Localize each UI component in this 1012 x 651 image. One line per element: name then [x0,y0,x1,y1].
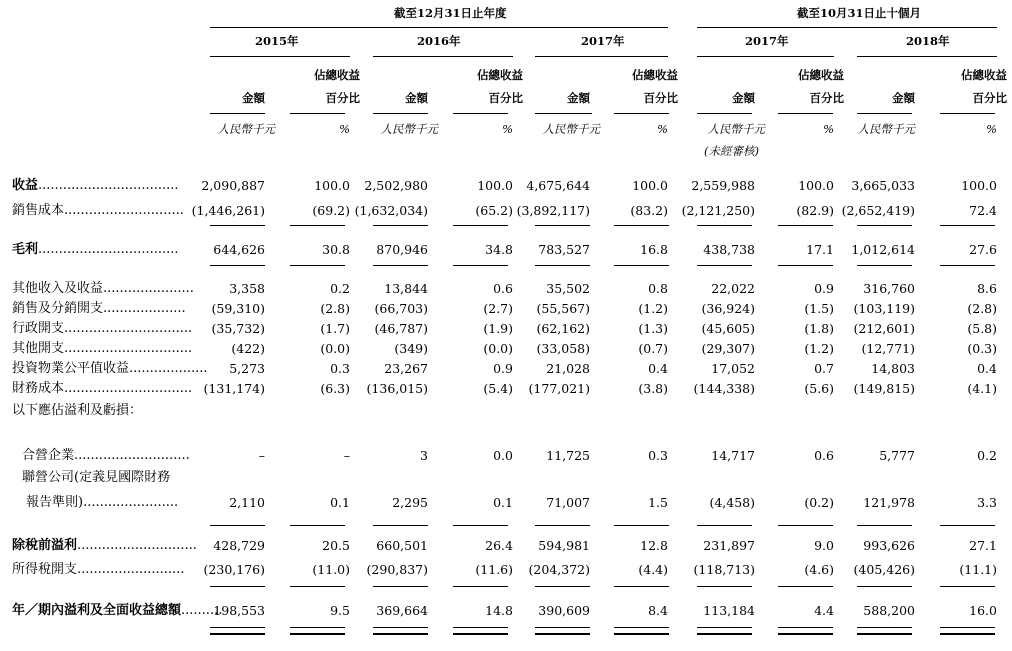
cell-amount: 35,502 [546,281,590,296]
cell-amount: (3,892,117) [516,203,590,218]
total-rule-double [614,633,669,635]
cell-pct: (1.5) [804,301,834,316]
cell-amount: 5,273 [229,361,265,376]
col-rule-amount [697,113,752,114]
subtotal-rule [857,225,912,226]
cell-amount: (2,652,419) [841,203,915,218]
cell-pct: 34.8 [485,242,513,257]
unit-pct: % [339,122,350,136]
row-label [12,404,142,417]
cell-amount: (62,162) [536,321,590,336]
year-header-2017-ten-months: 2017年 [745,34,789,48]
cell-amount: (59,310) [211,301,265,316]
total-rule-top [210,627,265,628]
subtotal-rule [697,225,752,226]
cell-amount: (36,924) [701,301,755,316]
cell-amount: (131,174) [203,381,265,396]
row-label [12,322,192,335]
subtotal-rule [210,525,265,526]
cell-pct: (2.8) [320,301,350,316]
cell-amount: 71,007 [546,495,590,510]
cell-amount: 783,527 [538,242,590,257]
subtotal-rule [697,525,752,526]
subtotal-rule [778,586,833,587]
row-label [12,604,222,617]
cell-amount: 2,295 [392,495,428,510]
col-rule-pct [290,113,345,114]
col-rule-pct [614,113,669,114]
subtotal-rule [940,586,995,587]
cell-amount: (212,601) [853,321,915,336]
col-header-pct-line2: 百分比 [325,91,360,105]
cell-amount: (35,732) [211,321,265,336]
row-label [22,471,170,484]
cell-amount: (103,119) [853,301,915,316]
row-label [12,539,197,552]
total-rule-double [290,633,345,635]
cell-pct: (5.8) [967,321,997,336]
cell-pct: (1.2) [638,301,668,316]
group-header-fiscal-year: 截至12月31日止年度 [394,6,507,20]
year-rule-2015 [210,56,350,57]
cell-pct: (82.9) [796,203,834,218]
cell-amount: 13,844 [384,281,428,296]
cell-pct: (2.8) [967,301,997,316]
subtotal-rule [453,525,508,526]
total-rule-double [697,633,752,635]
subtotal-rule [940,225,995,226]
unit-pct: % [823,122,834,136]
cell-pct: 30.8 [322,242,350,257]
col-header-amount: 金額 [732,91,755,105]
subtotal-rule [614,586,669,587]
total-rule-double [778,633,833,635]
subtotal-rule [290,586,345,587]
row-label-leader: ............................. [77,538,197,553]
cell-amount: – [258,448,265,463]
cell-amount: (422) [231,341,265,356]
cell-pct: (1.7) [320,321,350,336]
year-rule-2016 [373,56,513,57]
cell-pct: 100.0 [798,178,834,193]
cell-pct: 0.7 [814,361,834,376]
cell-amount: (144,338) [693,381,755,396]
unit-rmb: 人民幣千元 [217,122,275,136]
col-header-amount: 金額 [405,91,428,105]
row-label [12,179,179,192]
cell-pct: (6.3) [320,381,350,396]
cell-amount: 3 [420,448,428,463]
cell-pct: (4.4) [638,562,668,577]
cell-pct: 0.1 [330,495,350,510]
year-header-2016: 2016年 [417,34,461,48]
cell-amount: 14,803 [871,361,915,376]
cell-amount: 198,553 [213,603,265,618]
cell-pct: (4.6) [804,562,834,577]
cell-amount: (230,176) [203,562,265,577]
cell-pct: 0.1 [493,495,513,510]
unit-rmb: 人民幣千元 [380,122,438,136]
cell-amount: 594,981 [538,538,590,553]
col-rule-pct [940,113,995,114]
cell-amount: 2,110 [229,495,265,510]
col-header-pct-line1: 佔總收益 [961,68,1007,82]
cell-amount: (55,567) [536,301,590,316]
year-rule-2017-ten-months [697,56,834,57]
col-header-pct-line2: 百分比 [972,91,1007,105]
cell-pct: 0.8 [648,281,668,296]
cell-amount: 316,760 [863,281,915,296]
cell-pct: 100.0 [961,178,997,193]
cell-amount: 993,626 [863,538,915,553]
col-header-pct-line2: 百分比 [809,91,844,105]
cell-amount: 14,717 [711,448,755,463]
col-header-pct-line1: 佔總收益 [477,68,523,82]
cell-pct: 9.5 [330,603,350,618]
col-rule-pct [778,113,833,114]
cell-pct: 100.0 [314,178,350,193]
subtotal-rule [614,525,669,526]
total-rule-double [535,633,590,635]
cell-pct: 0.4 [648,361,668,376]
row-label-leader: ............................... [64,321,193,336]
group-rule-fiscal-year [210,27,668,28]
cell-amount: 23,267 [384,361,428,376]
cell-pct: 100.0 [632,178,668,193]
cell-amount: 11,725 [546,448,590,463]
row-label-text: 投資物業公平值收益 [12,361,130,376]
cell-amount: (1,446,261) [191,203,265,218]
cell-pct: (0.7) [638,341,668,356]
cell-pct: 0.9 [814,281,834,296]
cell-amount: (46,787) [374,321,428,336]
cell-pct: 16.0 [969,603,997,618]
cell-pct: 27.1 [969,538,997,553]
cell-pct: (0.0) [320,341,350,356]
cell-amount: 1,012,614 [851,242,915,257]
row-label-text: 行政開支 [12,321,65,336]
cell-pct: 16.8 [640,242,668,257]
row-label-text: 合營企業 [22,448,75,463]
cell-pct: (1.9) [483,321,513,336]
year-header-2018-ten-months: 2018年 [906,34,950,48]
cell-pct: 20.5 [322,538,350,553]
row-label-text: 毛利 [12,242,39,257]
cell-amount: 231,897 [703,538,755,553]
subtotal-rule [857,586,912,587]
total-rule-double [453,633,508,635]
row-label [12,302,186,315]
subtotal-rule [290,265,345,266]
row-label-leader: ............................ [74,448,190,463]
col-header-pct-line2: 百分比 [643,91,678,105]
cell-pct: 100.0 [477,178,513,193]
row-label [12,342,192,355]
row-label-text: 除稅前溢利 [12,538,78,553]
subtotal-rule [210,265,265,266]
subtotal-rule [614,225,669,226]
row-label-text: 報告準則) [26,495,84,510]
cell-pct: 26.4 [485,538,513,553]
cell-pct: 8.4 [648,603,668,618]
row-label-leader: ............................... [64,381,193,396]
row-label-text: 聯營公司(定義見國際財務 [22,470,171,485]
col-header-amount: 金額 [242,91,265,105]
year-rule-2018-ten-months [857,56,997,57]
col-header-amount: 金額 [892,91,915,105]
subtotal-rule [373,525,428,526]
cell-amount: (405,426) [853,562,915,577]
cell-pct: (2.7) [483,301,513,316]
row-label-leader: ............................. [64,203,184,218]
row-label-leader: .................................. [38,178,179,193]
subtotal-rule [453,225,508,226]
cell-pct: 27.6 [969,242,997,257]
row-label-text: 其他收入及收益 [12,281,104,296]
cell-amount: (149,815) [853,381,915,396]
unit-unaudited: (未經審核) [704,144,759,158]
cell-pct: (5.6) [804,381,834,396]
year-header-2015: 2015年 [255,34,299,48]
total-rule-top [940,627,995,628]
cell-pct: (0.2) [804,495,834,510]
unit-pct: % [502,122,513,136]
row-label-text: 收益 [12,178,39,193]
subtotal-rule [535,225,590,226]
cell-pct: 0.9 [493,361,513,376]
cell-pct: 0.0 [493,448,513,463]
col-header-amount: 金額 [567,91,590,105]
subtotal-rule [453,265,508,266]
subtotal-rule [857,525,912,526]
cell-amount: 660,501 [376,538,428,553]
row-label-leader: ............................... [64,341,193,356]
cell-pct: 12.8 [640,538,668,553]
subtotal-rule [535,265,590,266]
col-header-pct-line1: 佔總收益 [632,68,678,82]
row-label-leader: .......... [181,603,223,618]
cell-pct: (83.2) [630,203,668,218]
subtotal-rule [453,586,508,587]
col-header-pct-line1: 佔總收益 [798,68,844,82]
cell-amount: (4,458) [709,495,755,510]
cell-amount: (29,307) [701,341,755,356]
total-rule-top [697,627,752,628]
cell-pct: 0.4 [977,361,997,376]
cell-amount: 588,200 [863,603,915,618]
cell-pct: (69.2) [312,203,350,218]
subtotal-rule [373,225,428,226]
cell-pct: (0.0) [483,341,513,356]
col-rule-amount [210,113,265,114]
row-label-leader: .................... [103,301,186,316]
cell-pct: 0.6 [493,281,513,296]
cell-amount: 369,664 [376,603,428,618]
cell-amount: (204,372) [528,562,590,577]
row-label-text: 以下應佔溢利及虧損： [12,403,143,418]
cell-amount: 644,626 [213,242,265,257]
col-rule-amount [373,113,428,114]
cell-amount: (45,605) [701,321,755,336]
cell-amount: 121,978 [863,495,915,510]
total-rule-double [210,633,265,635]
unit-rmb: 人民幣千元 [542,122,600,136]
row-label-text: 銷售及分銷開支 [12,301,104,316]
cell-pct: 4.4 [814,603,834,618]
cell-pct: 0.2 [330,281,350,296]
row-label-text: 其他開支 [12,341,65,356]
total-rule-top [535,627,590,628]
cell-pct: (0.3) [967,341,997,356]
cell-pct: 0.3 [648,448,668,463]
group-rule-ten-months [697,27,997,28]
cell-amount: (1,632,034) [354,203,428,218]
subtotal-rule [373,265,428,266]
row-label-text: 銷售成本 [12,203,65,218]
row-label-leader: ...................... [103,281,194,296]
subtotal-rule [290,225,345,226]
cell-pct: (1.8) [804,321,834,336]
row-label [12,204,184,217]
cell-amount: 21,028 [546,361,590,376]
cell-amount: 4,675,644 [526,178,590,193]
cell-pct: 0.6 [814,448,834,463]
cell-amount: 5,777 [879,448,915,463]
cell-pct: (3.8) [638,381,668,396]
unit-pct: % [657,122,668,136]
cell-amount: (177,021) [528,381,590,396]
cell-pct: 72.4 [969,203,997,218]
col-rule-amount [857,113,912,114]
cell-pct: 0.2 [977,448,997,463]
subtotal-rule [210,586,265,587]
cell-amount: 2,559,988 [691,178,755,193]
total-rule-top [453,627,508,628]
cell-amount: (66,703) [374,301,428,316]
total-rule-top [778,627,833,628]
col-rule-pct [453,113,508,114]
subtotal-rule [210,225,265,226]
row-label-leader: .................................. [38,242,179,257]
row-label-text: 財務成本 [12,381,65,396]
cell-pct: (1.2) [804,341,834,356]
unit-rmb: 人民幣千元 [857,122,915,136]
cell-pct: (1.3) [638,321,668,336]
subtotal-rule [697,586,752,587]
cell-amount: 2,090,887 [201,178,265,193]
cell-pct: (5.4) [483,381,513,396]
cell-amount: 438,738 [703,242,755,257]
col-header-pct-line2: 百分比 [488,91,523,105]
cell-amount: 428,729 [213,538,265,553]
total-rule-top [290,627,345,628]
cell-amount: (2,121,250) [681,203,755,218]
col-rule-amount [535,113,592,114]
subtotal-rule [535,586,590,587]
subtotal-rule [940,525,995,526]
cell-pct: – [343,448,350,463]
total-rule-top [857,627,912,628]
subtotal-rule [614,265,669,266]
year-header-2017: 2017年 [581,34,625,48]
cell-amount: 2,502,980 [364,178,428,193]
unit-rmb: 人民幣千元 [707,122,765,136]
total-rule-double [940,633,995,635]
cell-amount: (290,837) [366,562,428,577]
total-rule-double [857,633,912,635]
cell-amount: (118,713) [693,562,755,577]
subtotal-rule [857,265,912,266]
cell-pct: 9.0 [814,538,834,553]
row-label-leader: ................... [129,361,208,376]
cell-amount: 113,184 [703,603,755,618]
subtotal-rule [778,265,833,266]
subtotal-rule [373,586,428,587]
year-rule-2017 [535,56,668,57]
cell-pct: (11.1) [959,562,997,577]
total-rule-top [614,627,669,628]
row-label-leader: .......................... [77,562,185,577]
row-label [12,382,192,395]
subtotal-rule [778,525,833,526]
row-label-text: 所得稅開支 [12,562,78,577]
row-label-text: 年／期內溢利及全面收益總額 [12,603,182,618]
cell-amount: 390,609 [538,603,590,618]
cell-amount: (349) [394,341,428,356]
cell-pct: 1.5 [648,495,668,510]
cell-pct: (11.6) [475,562,513,577]
cell-amount: 870,946 [376,242,428,257]
subtotal-rule [290,525,345,526]
cell-pct: (11.0) [312,562,350,577]
subtotal-rule [697,265,752,266]
cell-amount: (33,058) [536,341,590,356]
cell-pct: 14.8 [485,603,513,618]
cell-pct: (4.1) [967,381,997,396]
cell-pct: 17.1 [806,242,834,257]
subtotal-rule [778,225,833,226]
cell-pct: (65.2) [475,203,513,218]
unit-pct: % [986,122,997,136]
subtotal-rule [535,525,590,526]
col-header-pct-line1: 佔總收益 [314,68,360,82]
row-label [12,362,208,375]
total-rule-top [373,627,428,628]
subtotal-rule [940,265,995,266]
cell-pct: 0.3 [330,361,350,376]
row-label [26,496,178,509]
cell-amount: (12,771) [861,341,915,356]
row-label [12,282,194,295]
cell-amount: 17,052 [711,361,755,376]
row-label [12,563,184,576]
cell-amount: 22,022 [711,281,755,296]
cell-amount: 3,358 [229,281,265,296]
group-header-ten-months: 截至10月31日止十個月 [797,6,922,20]
cell-amount: 3,665,033 [851,178,915,193]
row-label [22,449,190,462]
row-label-leader: ....................... [83,495,179,510]
total-rule-double [373,633,428,635]
row-label [12,243,179,256]
cell-pct: 3.3 [977,495,997,510]
cell-pct: 8.6 [977,281,997,296]
cell-amount: (136,015) [366,381,428,396]
